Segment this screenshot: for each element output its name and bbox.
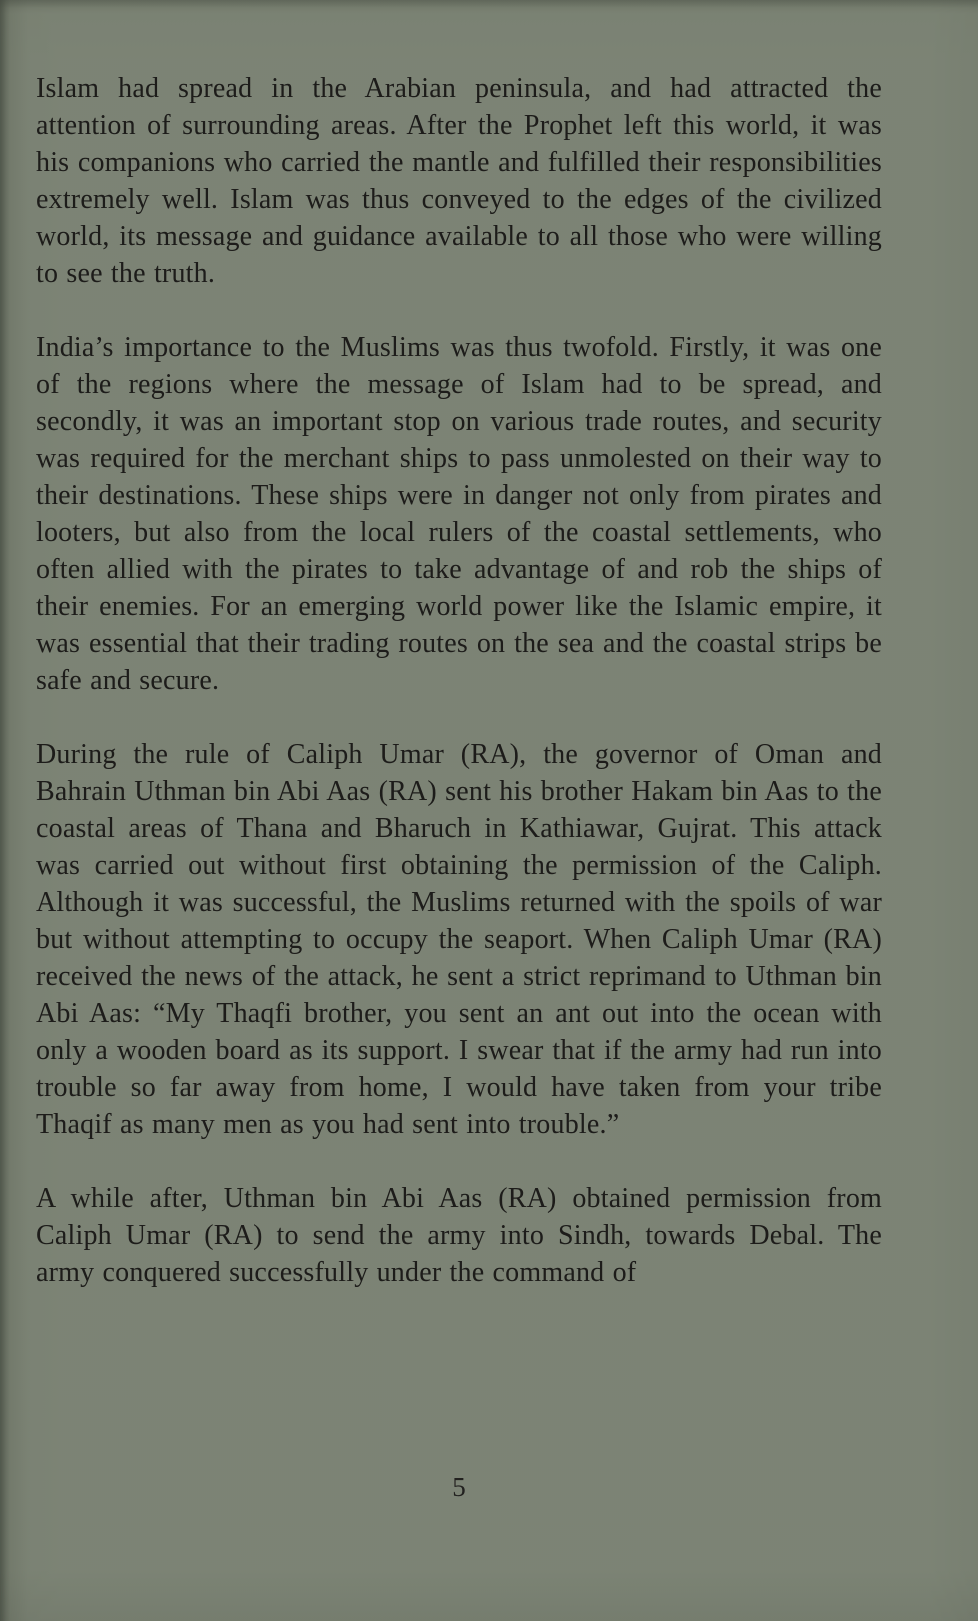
paragraph: India’s importance to the Muslims was thus twofold. Firstly, it was one of the regions where the message of Islam had to be spread, and secondly, it was an important stop on various trade routes, and security was required for the merchant ships to pass unmolested on their way to their destinations. These ships were in danger not only from pirates and looters, but also from the local rulers of the coastal settlements, who often allied with the pirates to take advantage of and rob the ships of their enemies. For an emerging world power like the Islamic empire, it was essential that their trading routes on the sea and the coastal strips be safe and secure. xyxy=(36,332,882,696)
paragraph: A while after, Uthman bin Abi Aas (RA) obtained permission from Caliph Umar (RA) to send the army into Sindh, towards Debal. The army conquered successfully under the command of xyxy=(36,1183,882,1288)
page-number: 5 xyxy=(452,1472,466,1502)
paragraph: Islam had spread in the Arabian peninsula, and had attracted the attention of surrounding areas. After the Prophet left this world, it was his companions who carried the mantle and fulfilled their responsibilities extremely well. Islam was thus conveyed to the edges of the civilized world, its message and guidance available to all those who were willing to see the truth. xyxy=(36,73,882,289)
paragraph: During the rule of Caliph Umar (RA), the governor of Oman and Bahrain Uthman bin Abi Aas (RA) sent his brother Hakam bin Aas to the coastal areas of Thana and Bharuch in Kathiawar, Gujrat. This attack was carried out without first obtaining the permission of the Caliph. Although it was successful, the Muslims returned with the spoils of war but without attempting to occupy the seaport. When Caliph Umar (RA) received the news of the attack, he sent a strict reprimand to Uthman bin Abi Aas: “My Thaqfi brother, you sent an ant out into the ocean with only a wooden board as its support. I swear that if the army had run into trouble so far away from home, I would have taken from your tribe Thaqif as many men as you had sent into trouble.” xyxy=(36,739,882,1140)
